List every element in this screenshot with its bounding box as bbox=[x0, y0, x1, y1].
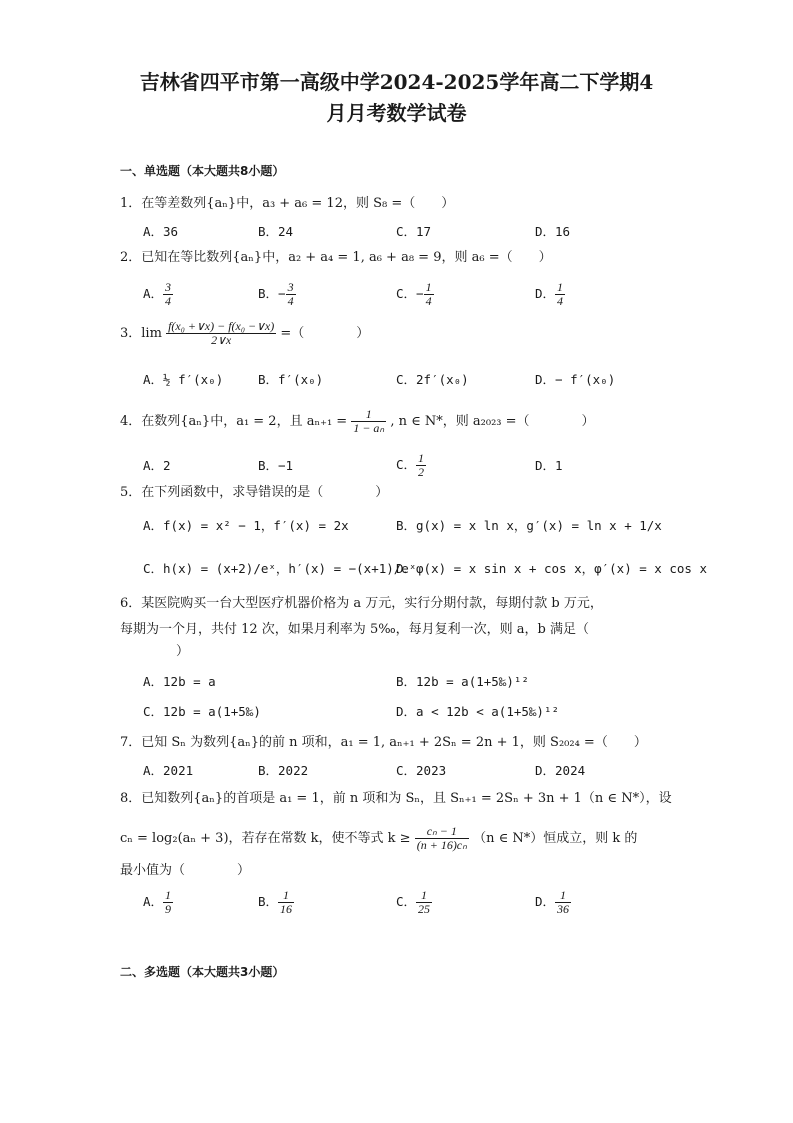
question-5-option-b: B．g(x) = x ln x，g′(x) = ln x + 1/x bbox=[396, 518, 662, 533]
question-1-option-a: A．36 bbox=[143, 224, 179, 239]
question-1-option-c: C．17 bbox=[396, 224, 432, 239]
fraction: $\frac{1}{2}$ bbox=[418, 451, 425, 479]
fraction: $\frac{1}{9}$ bbox=[165, 888, 172, 916]
question-8-stem-line3: 最小值为（ ） bbox=[120, 863, 251, 878]
question-2-option-d: D． $\frac{1}{4}$ bbox=[535, 280, 564, 308]
question-5-option-a: A．f(x) = x² − 1，f′(x) = 2x bbox=[143, 518, 349, 533]
question-7-option-c: C．2023 bbox=[396, 763, 447, 778]
question-5-option-c: C．h(x) = (x+2)/eˣ，h′(x) = −(x+1)/eˣ bbox=[143, 561, 417, 576]
question-6-stem-line1: 6．某医院购买一台大型医疗机器价格为 a 万元，实行分期付款，每期付款 b 万元， bbox=[120, 596, 603, 611]
question-8-option-a: A． $\frac{1}{9}$ bbox=[143, 888, 172, 916]
question-1-option-b: B．24 bbox=[258, 224, 294, 239]
question-5-option-d: D．φ(x) = x sin x + cos x，φ′(x) = x cos x bbox=[396, 561, 707, 576]
question-4-option-b: B．−1 bbox=[258, 458, 294, 473]
fraction: $\frac{1}{36}$ bbox=[557, 888, 570, 916]
question-8-stem-line2: cₙ = log₂(aₙ + 3)，若存在常数 k，使不等式 k ≥ $\frac{\text{cₙ − 1}}{\text{(n + 16)cₙ}}$ （n ∈ N*）恒成立，则 k 的 bbox=[120, 824, 638, 852]
question-6-stem-line3: ） bbox=[176, 644, 190, 659]
fraction: $\frac{3}{4}$ bbox=[165, 280, 172, 308]
question-7-option-d: D．2024 bbox=[535, 763, 586, 778]
inequality-fraction: $\frac{\text{cₙ − 1}}{\text{(n + 16)cₙ}}$ bbox=[416, 824, 467, 852]
fraction: $\frac{1}{4}$ bbox=[557, 280, 564, 308]
question-1-option-d: D．16 bbox=[535, 224, 571, 239]
question-7-option-b: B．2022 bbox=[258, 763, 309, 778]
question-8-option-d: D． $\frac{1}{36}$ bbox=[535, 888, 570, 916]
question-8-stem-line1: 8．已知数列{aₙ}的首项是 a₁ = 1，前 n 项和为 Sₙ，且 Sₙ₊₁ = 2Sₙ + 3n + 1（n ∈ N*），设 bbox=[120, 791, 672, 806]
fraction: $\frac{3}{4}$ bbox=[287, 280, 294, 308]
exam-title-line2: 月月考数学试卷 bbox=[326, 101, 467, 125]
question-3-option-d: D．− f′(x₀) bbox=[535, 372, 616, 387]
question-3-option-b: B．f′(x₀) bbox=[258, 372, 324, 387]
question-6-option-c: C．12b = a(1+5‰) bbox=[143, 704, 261, 719]
question-4-option-c: C． $\frac{1}{2}$ bbox=[396, 451, 425, 479]
fraction: $\frac{1}{25}$ bbox=[418, 888, 431, 916]
recurrence-fraction: $\frac{1}{\text{1 − aₙ}}$ bbox=[353, 407, 385, 435]
question-6-stem-line2: 每期为一个月，共付 12 次，如果月利率为 5‰，每月复利一次，则 a，b 满足（ bbox=[120, 622, 589, 637]
question-1-stem: 1．在等差数列{aₙ}中，a₃ + a₆ = 12，则 S₈ =（ ） bbox=[120, 196, 455, 211]
question-6-option-b: B．12b = a(1+5‰)¹² bbox=[396, 674, 529, 689]
question-2-option-b: B．− $\frac{3}{4}$ bbox=[258, 280, 294, 308]
section-heading-multiple-choice: 二、多选题（本大题共3小题） bbox=[120, 965, 285, 979]
question-5-stem: 5．在下列函数中，求导错误的是（ ） bbox=[120, 485, 389, 500]
question-4-option-d: D．1 bbox=[535, 458, 563, 473]
question-6-option-d: D．a < 12b < a(1+5‰)¹² bbox=[396, 704, 560, 719]
question-8-option-b: B． $\frac{1}{16}$ bbox=[258, 888, 293, 916]
limit-fraction: $\frac{\text{f(x₀ +∨x) − f(x₀ −∨x)}}{2\vee x}$ bbox=[168, 319, 275, 347]
section-heading-single-choice: 一、单选题（本大题共8小题） bbox=[120, 164, 285, 178]
fraction: $\frac{1}{4}$ bbox=[425, 280, 432, 308]
question-2-option-a: A． $\frac{3}{4}$ bbox=[143, 280, 172, 308]
question-7-option-a: A．2021 bbox=[143, 763, 194, 778]
question-3-option-c: C．2f′(x₀) bbox=[396, 372, 469, 387]
question-3-option-a: A．½ f′(x₀) bbox=[143, 372, 224, 387]
question-4-option-a: A．2 bbox=[143, 458, 171, 473]
question-8-option-c: C． $\frac{1}{25}$ bbox=[396, 888, 431, 916]
question-6-option-a: A．12b = a bbox=[143, 674, 216, 689]
fraction: $\frac{1}{16}$ bbox=[280, 888, 293, 916]
question-4-stem: 4．在数列{aₙ}中，a₁ = 2，且 aₙ₊₁ = $\frac{1}{\text{1 − aₙ}}$ , n ∈ N*，则 a₂₀₂₃ =（ ） bbox=[120, 407, 595, 435]
question-2-stem: 2．已知在等比数列{aₙ}中，a₂ + a₄ = 1, a₆ + a₈ = 9，则 a₆ =（ ） bbox=[120, 250, 552, 265]
exam-title-line1: 吉林省四平市第一高级中学2024-2025学年高二下学期4 bbox=[139, 70, 654, 94]
question-3-stem: 3．lim $\frac{\text{f(x₀ +∨x) − f(x₀ −∨x)}}{2\vee x}$ =（ ） bbox=[120, 319, 370, 347]
question-2-option-c: C．− $\frac{1}{4}$ bbox=[396, 280, 432, 308]
question-7-stem: 7．已知 Sₙ 为数列{aₙ}的前 n 项和，a₁ = 1, aₙ₊₁ + 2Sₙ = 2n + 1，则 S₂₀₂₄ =（ ） bbox=[120, 735, 647, 750]
